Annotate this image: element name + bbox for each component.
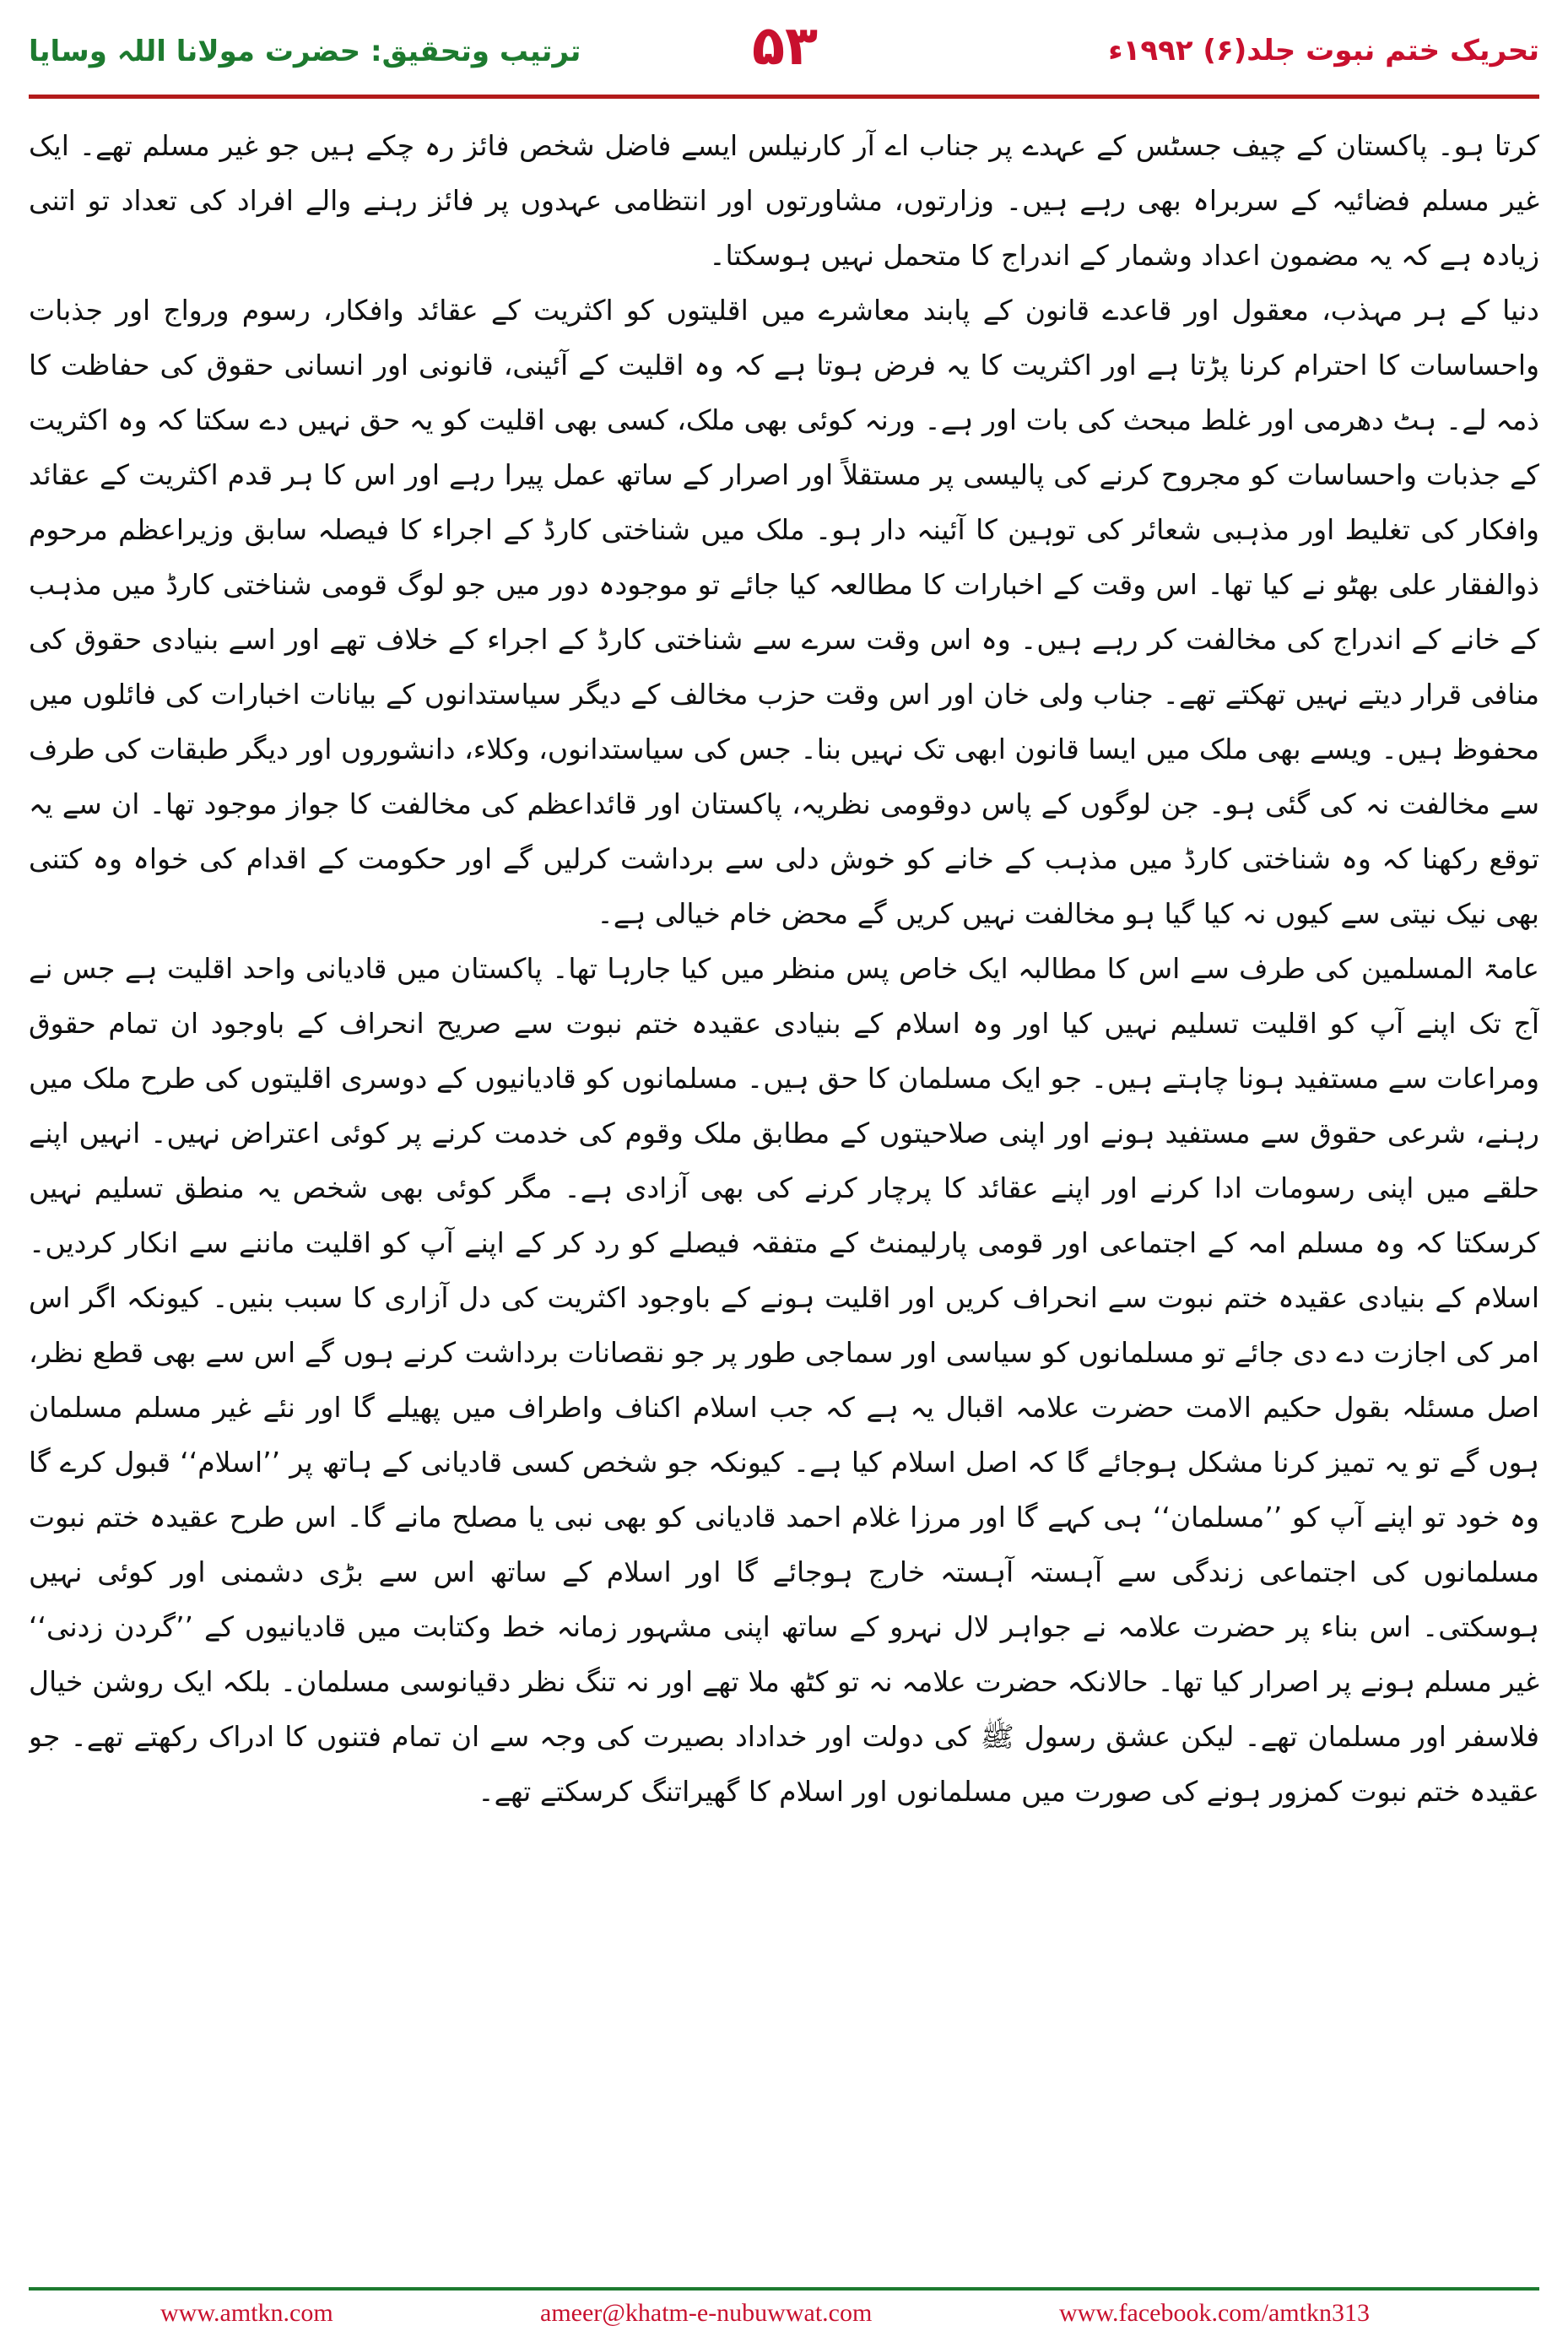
paragraph-2: دنیا کے ہر مہذب، معقول اور قاعدے قانون کے پابند معاشرے میں اقلیتوں کو اکثریت کے عقائد وافکار، رسوم ورواج اور جذبات واحساسات کا احترام کرنا پڑتا ہے اور اکثریت کا یہ فرض ہوتا ہے کہ وہ اقلیت کے آئینی، قانونی اور انسانی حقوق کی حفاظت کا ذمہ لے۔ ہٹ دھرمی اور غلط مبحث کی بات اور ہے۔ ورنہ کوئی بھی ملک، کسی بھی اقلیت کو یہ حق نہیں دے سکتا کہ وہ اکثریت کے جذبات واحساسات کو مجروح کرنے کی پالیسی پر مستقلاً اور اصرار کے ساتھ عمل پیرا رہے اور اس کا ہر قدم اکثریت کے عقائد وافکار کی تغلیط اور مذہبی شعائر کی توہین کا آئینہ دار ہو۔ ملک میں شناختی کارڈ کے اجراء کا فیصلہ سابق وزیراعظم مرحوم ذوالفقار علی بھٹو نے کیا تھا۔ اس وقت کے اخبارات کا مطالعہ کیا جائے تو موجودہ دور میں جو لوگ قومی شناختی کارڈ میں مذہب کے خانے کے اندراج کی مخالفت کر رہے ہیں۔ وہ اس وقت سرے سے شناختی کارڈ کے اجراء کے خلاف تھے اور اسے بنیادی حقوق کی منافی قرار دیتے نہیں تھکتے تھے۔ جناب ولی خان اور اس وقت حزب مخالف کے دیگر سیاستدانوں کے بیانات اخبارات کی فائلوں میں محفوظ ہیں۔ ویسے بھی ملک میں ایسا قانون ابھی تک نہیں بنا۔ جس کی سیاستدانوں، وکلاء، دانشوروں اور دیگر طبقات کی طرف سے مخالفت نہ کی گئی ہو۔ جن لوگوں کے پاس دوقومی نظریہ، پاکستان اور قائداعظم کی مخالفت کا جواز موجود تھا۔ ان سے یہ توقع رکھنا کہ وہ شناختی کارڈ میں مذہب کے خانے کو خوش دلی سے برداشت کرلیں گے اور حکومت کے اقدام کی خواہ وہ کتنی بھی نیک نیتی سے کیوں نہ کیا گیا ہو مخالفت نہیں کریں گے محض خام خیالی ہے۔: [29, 294, 1539, 930]
website-link[interactable]: www.amtkn.com: [160, 2299, 333, 2327]
footer-divider: [29, 2287, 1539, 2291]
page-header: [0, 0, 1568, 101]
page-footer: [0, 2297, 1568, 2339]
paragraph-3: عامۃ المسلمین کی طرف سے اس کا مطالبہ ایک خاص پس منظر میں کیا جارہا تھا۔ پاکستان میں قادیانی واحد اقلیت ہے جس نے آج تک اپنے آپ کو اقلیت تسلیم نہیں کیا اور وہ اسلام کے بنیادی عقیدہ ختم نبوت سے صریح انحراف کے باوجود ان تمام حقوق ومراعات سے مستفید ہونا چاہتے ہیں۔ جو ایک مسلمان کا حق ہیں۔ مسلمانوں کو قادیانیوں کے دوسری اقلیتوں کی طرح ملک میں رہنے، شرعی حقوق سے مستفید ہونے اور اپنی صلاحیتوں کے مطابق ملک وقوم کی خدمت کرنے پر کوئی اعتراض نہیں۔ انہیں اپنے حلقے میں اپنی رسومات ادا کرنے اور اپنے عقائد کا پرچار کرنے کی بھی آزادی ہے۔ مگر کوئی بھی شخص یہ منطق تسلیم نہیں کرسکتا کہ وہ مسلم امہ کے اجتماعی اور قومی پارلیمنٹ کے متفقہ فیصلے کو رد کر کے اپنے آپ کو اقلیت ماننے سے انکار کردیں۔ اسلام کے بنیادی عقیدہ ختم نبوت سے انحراف کریں اور اقلیت ہونے کے باوجود اکثریت کی دل آزاری کا سبب بنیں۔ کیونکہ اگر اس امر کی اجازت دے دی جائے تو مسلمانوں کو سیاسی اور سماجی طور پر جو نقصانات برداشت کرنے ہوں گے اس سے بھی قطع نظر، اصل مسئلہ بقول حکیم الامت حضرت علامہ اقبال یہ ہے کہ جب اسلام اکناف واطراف میں پھیلے گا اور نئے غیر مسلم مسلمان ہوں گے تو یہ تمیز کرنا مشکل ہوجائے گا کہ اصل اسلام کیا ہے۔ کیونکہ جو شخص کسی قادیانی کے ہاتھ پر ’’اسلام‘‘ قبول کرے گا وہ خود تو اپنے آپ کو ’’مسلمان‘‘ ہی کہے گا اور مرزا غلام احمد قادیانی کو بھی نبی یا مصلح مانے گا۔ اس طرح عقیدہ ختم نبوت مسلمانوں کی اجتماعی زندگی سے آہستہ آہستہ خارج ہوجائے گا اور اسلام کے ساتھ اس سے بڑی دشمنی اور کوئی نہیں ہوسکتی۔ اس بناء پر حضرت علامہ نے جواہر لال نہرو کے ساتھ اپنی مشہور زمانہ خط وکتابت میں قادیانیوں کے ’’گردن زدنی‘‘ غیر مسلم ہونے پر اصرار کیا تھا۔ حالانکہ حضرت علامہ نہ تو کٹھ ملا تھے اور نہ تنگ نظر دقیانوسی مسلمان۔ بلکہ ایک روشن خیال فلاسفر اور مسلمان تھے۔ لیکن عشق رسول ﷺ کی دولت اور خداداد بصیرت کی وجہ سے ان تمام فتنوں کا ادراک رکھتے تھے۔ جو عقیدہ ختم نبوت کمزور ہونے کی صورت میں مسلمانوں اور اسلام کا گھیراتنگ کرسکتے تھے۔: [29, 952, 1539, 1808]
paragraph-1: کرتا ہو۔ پاکستان کے چیف جسٹس کے عہدے پر جناب اے آر کارنیلس ایسے فاضل شخص فائز رہ چکے ہیں جو غیر مسلم تھے۔ ایک غیر مسلم فضائیہ کے سربراہ بھی رہے ہیں۔ وزارتوں، مشاورتوں اور انتظامی عہدوں پر فائز رہنے والے افراد کی تعداد تو اتنی زیادہ ہے کہ یہ مضمون اعداد وشمار کے اندراج کا متحمل نہیں ہوسکتا۔: [29, 129, 1539, 272]
page-number: ۵۳: [751, 15, 819, 78]
book-title: تحریک ختم نبوت جلد(۶) ۱۹۹۲ء: [1108, 34, 1539, 68]
email-link[interactable]: ameer@khatm-e-nubuwwat.com: [540, 2299, 873, 2327]
article-body: [29, 118, 1539, 2135]
header-divider: [29, 95, 1539, 99]
compiler-credit: ترتیب وتحقیق: حضرت مولانا اللہ وسایا: [29, 35, 581, 68]
facebook-link[interactable]: www.facebook.com/amtkn313: [1059, 2299, 1370, 2327]
